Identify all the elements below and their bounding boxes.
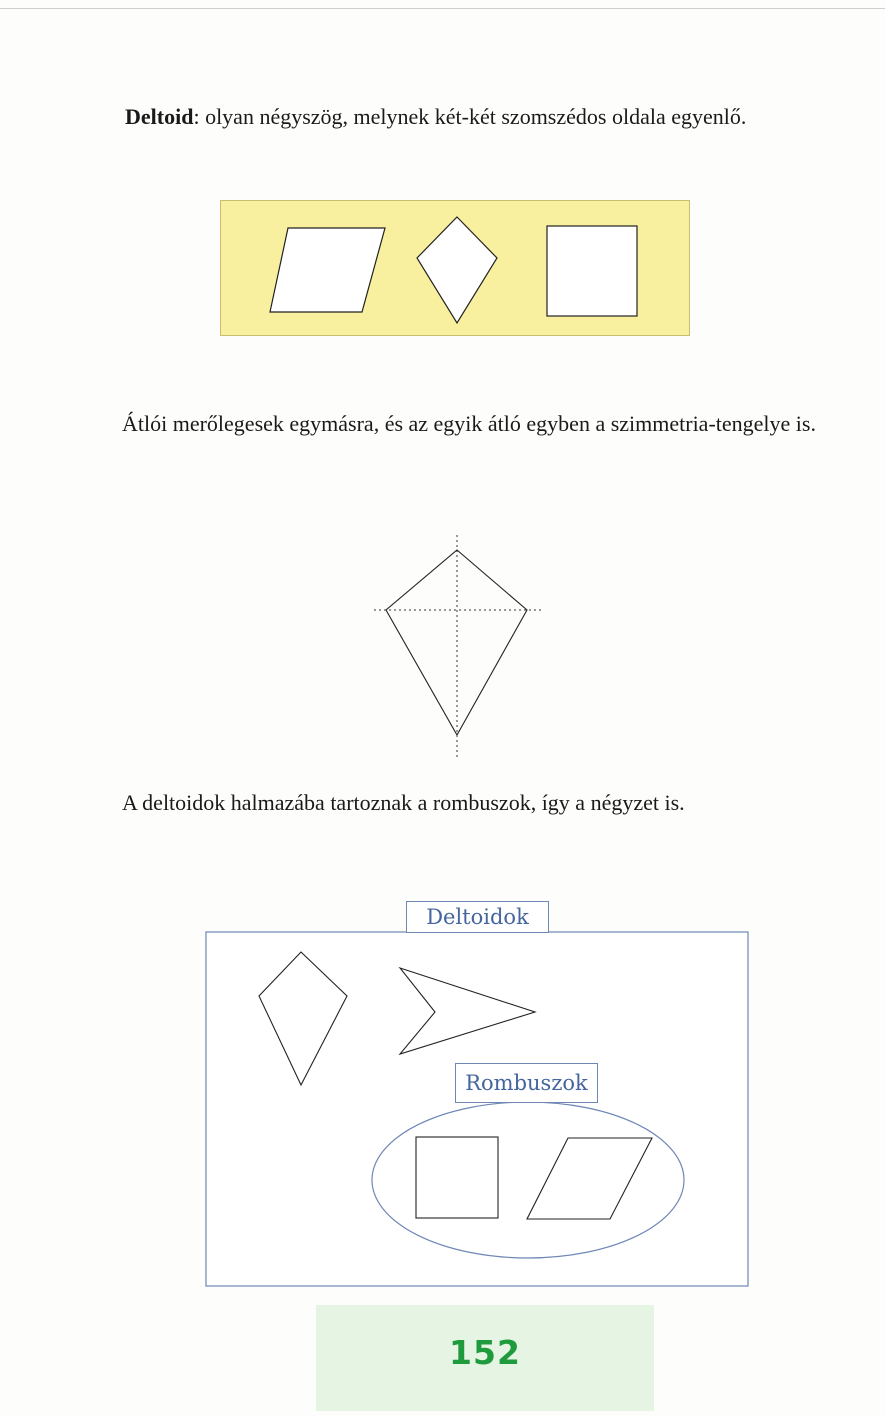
page-number-box: [316, 1305, 654, 1411]
definition-term: Deltoid: [125, 104, 194, 129]
diagonals-property-text: Átlói merőlegesek egymásra, és az egyik átló egyben a szimmetria-tengelye is.: [122, 411, 816, 436]
deltoid-definition: [125, 100, 865, 134]
kite-outline: [386, 550, 527, 735]
example-square: [547, 226, 637, 316]
rhombi-set-label: Rombuszok: [455, 1063, 598, 1103]
example-shapes-figure: [221, 201, 691, 337]
rhombi-set-ellipse: [372, 1102, 684, 1258]
example-parallelogram: [270, 228, 385, 312]
top-rule: [0, 8, 885, 9]
example-shapes-panel: [220, 200, 690, 336]
page-number: 152: [449, 1333, 521, 1372]
definition-text: : olyan négyszög, melynek két-két szomszédos oldala egyenlő.: [193, 104, 747, 129]
example-kite: [417, 217, 497, 323]
kite-diagonals-figure: [360, 530, 560, 770]
set-inclusion-text: A deltoidok halmazába tartoznak a rombuszok, így a négyzet is.: [122, 790, 685, 815]
deltoids-set-label: Deltoidok: [406, 901, 549, 933]
